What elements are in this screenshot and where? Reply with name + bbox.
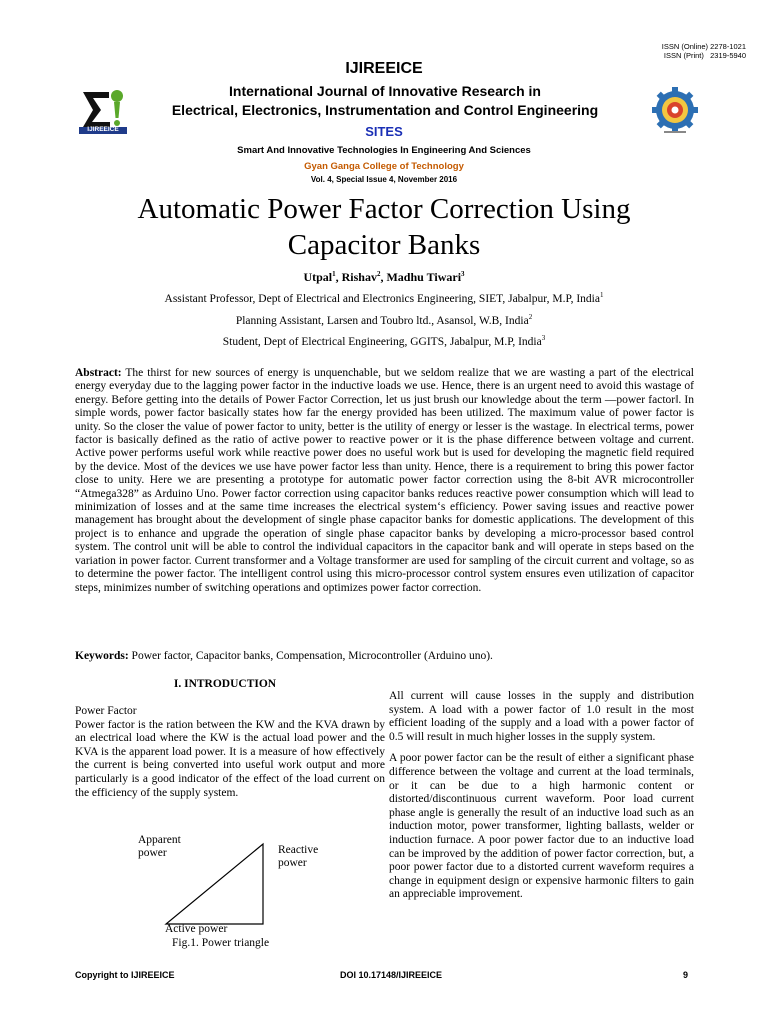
author-sep: , [335,270,342,284]
affiliation-2 [0,315,768,327]
affiliation-1 [0,293,768,305]
abstract-label: Abstract: [75,367,122,379]
author-sup: 3 [461,270,465,278]
apparent-line2: power [138,847,167,859]
affiliation-text: Student, Dept of Electrical Engineering, GGITS, Jabalpur, M.P, India [222,336,542,348]
left-paragraph: Power factor is the ration between the KW and the KVA drawn by an electrical load where the KW is the actual load power and the KVA is the apparent load power. It is a measure of how effectively the current is being converted into useful work output and more particularly is a good indicator of the effect of the load current on the efficiency of the supply system. [75,718,385,799]
author-sup: 1 [332,270,336,278]
author-name: Utpal [303,270,333,284]
author-name: Madhu Tiwari [386,270,462,284]
volume-info: Vol. 4, Special Issue 4, November 2016 [310,175,458,184]
apparent-line1: Apparent [138,834,181,846]
abstract-text: The thirst for new sources of energy is unquenchable, but we seldom realize that we are wasting a part of the electrical energy everyday due to the lagging power factor in the inductive loads we use. Hence, there is an urgent need to avoid this wastage of energy. Before getting into the details of Power Factor Correction, let us just brush our knowledge about the term ―power factor‖. In simple words, power factor basically states how far the energy provided has been utilized. The maximum value of power factor is unity. So the closer the value of power factor to unity, better is the utility of energy or lesser is the wastage. In electrical terms, power factor is basically defined as the ratio of active power to reactive power or it is the phase difference between voltage and current. Active power performs useful work while reactive power does no useful work but is used for developing the magnetic field required by the device. Most of the devices we use have power factor less than unity. Hence, there is a requirement to bring this power factor close to unity. Here we are presenting a prototype for automatic power factor correction using the 8-bit AVR microcontroller “Atmega328” as Arduino Uno. Power factor correction using capacitor banks reduces reactive power consumption which will lead to minimization of losses and at the same time increases the electrical system‘s efficiency. Power saving issues and reactive power management has brought about the development of single phase capacitor banks for domestic applications. The development of this project is to enhance and upgrade the operation of single phase capacitor banks by developing a micro-processor based control system. The control unit will be able to control the individual capacitors in the capacitor bank and will operate in steps based on the variation in power factor. Current transformer and a Voltage transformer are used for sampling of the circuit current and voltage, so as to determine the power factor. The intelligent control using this micro-processor control system ensures even utilization of capacitor steps, minimizes number of switching operations and optimizes power factor correction. [75,367,694,594]
subheading: Power Factor [75,705,137,717]
author-sep: , [380,270,387,284]
page-number: 9 [683,970,689,980]
section-heading: I. INTRODUCTION [173,678,277,690]
keywords-text: Power factor, Capacitor banks, Compensation, Microcontroller (Arduino uno). [128,650,493,662]
affiliation-text: Assistant Professor, Dept of Electrical and Electronics Engineering, SIET, Jabalpur, M.P, India [164,293,600,305]
power-triangle-figure [130,832,330,937]
journal-full-line2: Electrical, Electronics, Instrumentation and Control Engineering [171,102,599,118]
author-list [0,270,768,285]
author-name: Rishav [341,270,377,284]
journal-full-line1: International Journal of Innovative Research in [229,83,541,99]
affiliation-3 [0,336,768,348]
issn-online: ISSN (Online) 2278-1021 [661,42,746,51]
footer-copyright: Copyright to IJIREEICE [75,970,175,980]
journal-full-name [120,82,650,120]
figure-caption: Fig.1. Power triangle [172,937,270,949]
reactive-line2: power [278,857,307,869]
conference-name: Smart And Innovative Technologies In Engineering And Sciences [237,145,531,156]
apparent-power-label [138,834,181,860]
journal-abbr: IJIREEICE [345,60,423,77]
keywords [75,650,694,662]
affiliation-text: Planning Assistant, Larsen and Toubro ltd., Asansol, W.B, India [235,315,529,327]
abstract [75,367,694,595]
issn-block [662,42,746,60]
right-column [389,690,694,910]
keywords-label: Keywords: [75,650,129,662]
paper-title: Automatic Power Factor Correction Using Capacitor Banks [137,193,631,261]
left-column [75,705,385,800]
sites-label: SITES [365,124,403,139]
footer-doi: DOI 10.17148/IJIREEICE [340,970,443,980]
author-sup: 2 [376,270,381,278]
right-paragraph-2: A poor power factor can be the result of either a significant phase difference between the voltage and current at the load terminals, or it can be due to a high harmonic content or distorted/discontinuous current waveform. Poor load current phase angle is generally the result of an inductive load such as an induction motor, power transformer, lighting ballasts, welder or induction furnace. A poor power factor due to an inductive load can be improved by the addition of power factor correction, but, a poor power factor due to a distorted current waveform requires a change in equipment design or expensive harmonic filters to gain an appreciable improvement. [389,752,694,901]
affiliation-sup: 2 [528,313,533,322]
college-name: Gyan Ganga College of Technology [304,161,464,172]
right-paragraph-1: All current will cause losses in the supply and distribution system. A load with a power factor of 1.0 result in the most efficient loading of the supply and a load with a power factor of 0.5 will result in much higher losses in the supply system. [389,690,694,743]
reactive-power-label [278,844,318,870]
affiliation-sup: 1 [599,291,604,300]
affiliation-sup: 3 [541,334,546,343]
logo-text: IJIREEICE [87,126,119,133]
reactive-line1: Reactive [278,844,319,856]
issn-print: ISSN (Print) 2319-5940 [663,51,746,60]
active-power-label: Active power [165,923,228,935]
